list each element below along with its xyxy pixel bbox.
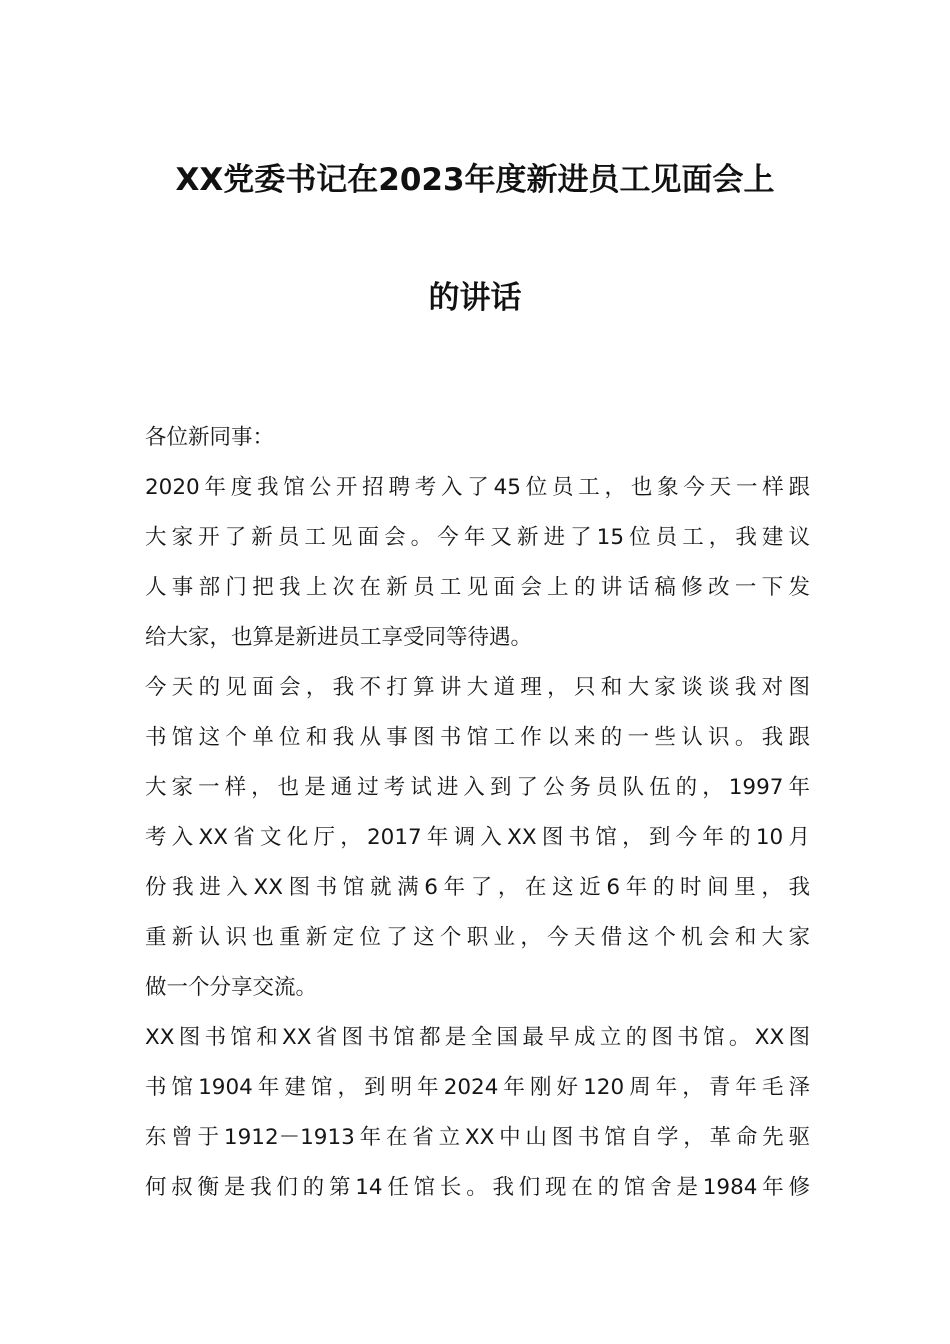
document-title-line-2: 的讲话 — [428, 280, 522, 316]
paragraph-line: 今天的见面会，我不打算讲大道理，只和大家谈谈我对图 — [145, 675, 810, 700]
paragraph-line: 书馆1904年建馆，到明年2024年刚好120周年，青年毛泽 — [145, 1075, 810, 1100]
paragraph-line: 书馆这个单位和我从事图书馆工作以来的一些认识。我跟 — [145, 725, 810, 750]
paragraph-line: 东曾于1912－1913年在省立XX中山图书馆自学，革命先驱 — [145, 1125, 810, 1150]
paragraph-line: 人事部门把我上次在新员工见面会上的讲话稿修改一下发 — [145, 575, 810, 600]
paragraph-line: 做一个分享交流。 — [145, 975, 318, 1000]
paragraph-line: 考入XX省文化厅，2017年调入XX图书馆，到今年的10月 — [145, 825, 810, 850]
paragraph-line: 何叔衡是我们的第14任馆长。我们现在的馆舍是1984年修 — [145, 1175, 810, 1200]
document-title-line-1: XX党委书记在2023年度新进员工见面会上 — [175, 162, 775, 198]
paragraph-line: 大家开了新员工见面会。今年又新进了15位员工，我建议 — [145, 525, 810, 550]
paragraph-line: XX图书馆和XX省图书馆都是全国最早成立的图书馆。XX图 — [145, 1025, 810, 1050]
salutation-line: 各位新同事： — [145, 425, 275, 450]
paragraph-line: 份我进入XX图书馆就满6年了，在这近6年的时间里，我 — [145, 875, 810, 900]
paragraph-line: 2020年度我馆公开招聘考入了45位员工，也象今天一样跟 — [145, 475, 810, 500]
document-body — [145, 413, 810, 1213]
paragraph-line: 大家一样，也是通过考试进入到了公务员队伍的，1997年 — [145, 775, 810, 800]
paragraph-line: 给大家，也算是新进员工享受同等待遇。 — [145, 625, 533, 650]
paragraph-line: 重新认识也重新定位了这个职业，今天借这个机会和大家 — [145, 925, 810, 950]
